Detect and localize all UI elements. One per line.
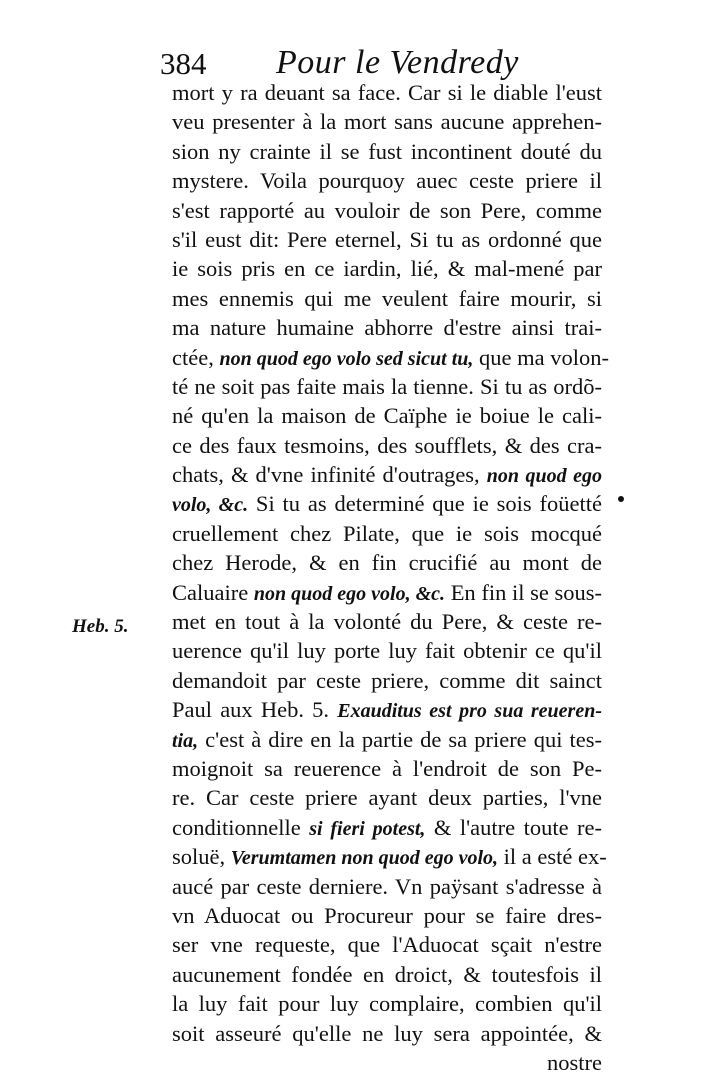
text-line bbox=[172, 460, 602, 489]
latin-quote: si fieri potest, bbox=[309, 817, 426, 840]
text-segment: soluë, bbox=[172, 844, 231, 870]
text-segment: & l'autre toute re- bbox=[425, 814, 603, 840]
text-line bbox=[172, 78, 602, 107]
text-line bbox=[172, 431, 602, 460]
text-segment: nostre bbox=[547, 1049, 602, 1075]
text-segment: soit asseuré qu'elle ne luy sera appointée, & bbox=[172, 1020, 602, 1046]
latin-quote: Exauditus est pro sua reueren- bbox=[337, 700, 602, 723]
text-segment: ser vne requeste, que l'Aduocat sçait n'estre bbox=[172, 932, 602, 958]
latin-quote: tia, bbox=[172, 729, 199, 752]
text-segment: veu presenter à la mort sans aucune apprehen- bbox=[172, 109, 602, 135]
text-segment: ce des faux tesmoins, des soufflets, & des cra- bbox=[172, 432, 602, 458]
text-segment: uerence qu'il luy porte luy fait obtenir ce qu'il bbox=[172, 638, 602, 664]
text-line bbox=[172, 842, 607, 871]
text-segment: c'est à dire en la partie de sa priere qui tes- bbox=[198, 726, 602, 752]
text-segment: mystere. Voila pourquoy auec ceste priere il bbox=[172, 168, 602, 194]
text-line bbox=[172, 548, 602, 577]
text-segment: met en tout à la volonté du Pere, & ceste re- bbox=[172, 609, 602, 635]
page-number: 384 bbox=[160, 46, 207, 81]
text-segment: té ne soit pas faite mais la tienne. Si tu as ordõ- bbox=[172, 373, 602, 399]
text-segment: mes ennemis qui me veulent faire mourir, si bbox=[172, 285, 602, 311]
ink-mark bbox=[618, 496, 624, 502]
text-segment: aucé par ceste derniere. Vn paÿsant s'adresse à bbox=[172, 873, 602, 899]
text-segment: aucunement fondée en droict, & toutesfois il bbox=[172, 961, 602, 987]
text-line bbox=[172, 196, 602, 225]
text-line bbox=[172, 725, 602, 754]
text-segment: mort y ra deuant sa face. Car si le diable l'eust bbox=[172, 80, 602, 105]
text-segment: demandoit par ceste priere, comme dit sainct bbox=[172, 667, 602, 693]
latin-quote: Verumtamen non quod ego volo, bbox=[230, 847, 499, 870]
text-segment: il a esté ex- bbox=[498, 844, 607, 870]
text-segment: ctée, bbox=[172, 344, 220, 370]
text-line bbox=[172, 695, 602, 724]
latin-quote: non quod ego bbox=[486, 465, 602, 488]
text-segment: En fin il se sous- bbox=[445, 579, 602, 605]
text-segment: ma nature humaine abhorre d'estre ainsi trai- bbox=[172, 315, 602, 341]
text-line bbox=[172, 284, 602, 313]
text-line bbox=[172, 254, 602, 283]
text-segment: né qu'en la maison de Caïphe ie boiue le cali- bbox=[172, 403, 602, 429]
text-segment: conditionnelle bbox=[172, 814, 310, 840]
text-line bbox=[172, 489, 602, 518]
text-segment: chez Herode, & en fin crucifié au mont de bbox=[172, 550, 602, 576]
latin-quote: non quod ego volo sed sicut tu, bbox=[219, 347, 474, 370]
text-line bbox=[172, 107, 602, 136]
margin-note: Heb. 5. bbox=[72, 616, 129, 637]
text-line bbox=[172, 1019, 602, 1048]
text-line bbox=[172, 137, 602, 166]
text-line bbox=[172, 225, 602, 254]
text-line bbox=[172, 578, 602, 607]
text-segment: moignoit sa reuerence à l'endroit de son Pe- bbox=[172, 755, 602, 781]
text-segment: Si tu as determiné que ie sois foüetté bbox=[248, 491, 603, 517]
text-segment: Caluaire bbox=[172, 579, 254, 605]
text-line bbox=[172, 783, 602, 812]
text-segment: vn Aduocat ou Procureur pour se faire dres- bbox=[172, 902, 602, 928]
text-line bbox=[172, 901, 602, 930]
text-segment: Paul aux Heb. 5. bbox=[172, 697, 338, 723]
text-line bbox=[172, 313, 602, 342]
text-line bbox=[172, 372, 602, 401]
text-line bbox=[172, 607, 602, 636]
text-line bbox=[172, 813, 602, 842]
body-text bbox=[172, 78, 609, 1077]
text-segment: que ma volon- bbox=[473, 344, 609, 370]
text-line bbox=[172, 401, 602, 430]
text-line bbox=[172, 754, 602, 783]
text-line bbox=[172, 636, 602, 665]
latin-quote: non quod ego volo, &c. bbox=[253, 582, 446, 605]
text-segment: re. Car ceste priere ayant deux parties, l'vne bbox=[172, 785, 602, 811]
text-line bbox=[172, 343, 609, 372]
text-line bbox=[172, 1048, 602, 1077]
latin-quote: volo, &c. bbox=[172, 494, 249, 517]
text-segment: s'il eust dit: Pere eternel, Si tu as ordonné que bbox=[172, 226, 602, 252]
running-head: Pour le Vendredy bbox=[276, 44, 519, 81]
text-segment: sion ny crainte il se fust incontinent douté du bbox=[172, 138, 602, 164]
text-segment: chats, & d'vne infinité d'outrages, bbox=[172, 462, 487, 488]
text-segment: s'est rapporté au vouloir de son Pere, comme bbox=[172, 197, 602, 223]
text-line bbox=[172, 666, 602, 695]
text-segment: ie sois pris en ce iardin, lié, & mal-mené par bbox=[172, 256, 602, 282]
text-segment: la luy fait pour luy complaire, combien qu'il bbox=[172, 991, 602, 1017]
text-line bbox=[172, 960, 602, 989]
text-segment: cruellement chez Pilate, que ie sois mocqué bbox=[172, 520, 602, 546]
text-line bbox=[172, 166, 602, 195]
text-line bbox=[172, 519, 602, 548]
text-line bbox=[172, 872, 602, 901]
text-line bbox=[172, 989, 602, 1018]
text-line bbox=[172, 930, 602, 959]
